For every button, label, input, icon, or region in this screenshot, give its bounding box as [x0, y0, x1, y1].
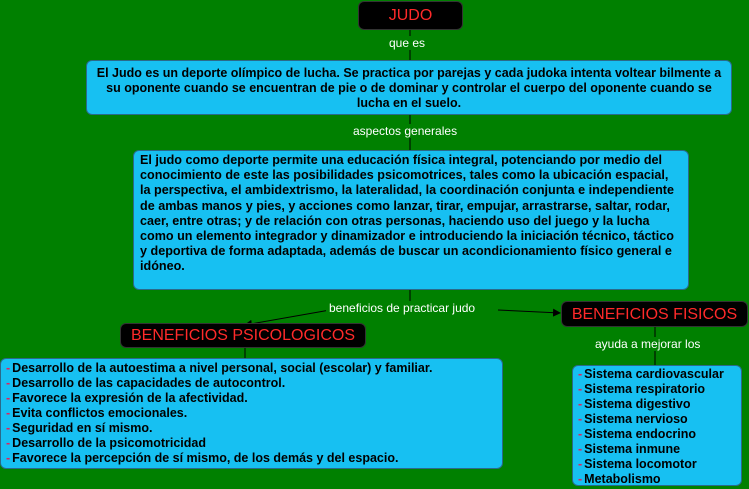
- psych-item-text: Desarrollo de las capacidades de autocontrol.: [12, 376, 286, 390]
- bullet-dash-icon: -: [578, 427, 583, 441]
- phys-item: [578, 367, 736, 382]
- psych-item-text: Desarrollo de la psicomotricidad: [12, 436, 206, 450]
- bullet-dash-icon: -: [6, 391, 11, 405]
- psych-item: [6, 406, 497, 421]
- phys-item: [578, 472, 736, 487]
- bullet-dash-icon: -: [578, 472, 583, 486]
- bullet-dash-icon: -: [6, 451, 11, 465]
- bullet-dash-icon: -: [6, 361, 11, 375]
- phys-item-text: Sistema digestivo: [584, 397, 691, 411]
- link-label-que-es: que es: [386, 36, 428, 50]
- link-label-beneficios: beneficios de practicar judo: [326, 301, 478, 315]
- definition-node[interactable]: [86, 60, 732, 115]
- psych-title-node[interactable]: [120, 323, 366, 348]
- psych-item-text: Favorece la expresión de la afectividad.: [12, 391, 248, 405]
- phys-item-text: Sistema endocrino: [584, 427, 697, 441]
- bullet-dash-icon: -: [6, 421, 11, 435]
- psych-list: [6, 361, 497, 466]
- psych-item: [6, 361, 497, 376]
- judo-title-text: JUDO: [388, 7, 433, 24]
- bullet-dash-icon: -: [578, 457, 583, 471]
- phys-item: [578, 457, 736, 472]
- phys-item-text: Sistema inmune: [584, 442, 681, 456]
- phys-list-node[interactable]: [572, 365, 742, 486]
- psych-item: [6, 391, 497, 406]
- bullet-dash-icon: -: [578, 382, 583, 396]
- phys-item-text: Metabolismo: [584, 472, 661, 486]
- bullet-dash-icon: -: [578, 412, 583, 426]
- psych-item: [6, 421, 497, 436]
- phys-item-text: Sistema cardiovascular: [584, 367, 724, 381]
- general-aspects-node[interactable]: [133, 150, 689, 290]
- link-label-aspectos: aspectos generales: [350, 124, 460, 138]
- bullet-dash-icon: -: [6, 406, 11, 420]
- phys-item-text: Sistema nervioso: [584, 412, 688, 426]
- phys-item: [578, 382, 736, 397]
- psych-item: [6, 376, 497, 391]
- phys-title-text: BENEFICIOS FISICOS: [571, 306, 738, 323]
- psych-item-text: Evita conflictos emocionales.: [12, 406, 188, 420]
- link-to-phys: [498, 310, 560, 313]
- psych-item-text: Favorece la percepción de sí mismo, de los demás y del espacio.: [12, 451, 399, 465]
- bullet-dash-icon: -: [578, 367, 583, 381]
- judo-title-node[interactable]: [358, 1, 463, 30]
- psych-item-text: Desarrollo de la autoestima a nivel personal, social (escolar) y familiar.: [12, 361, 433, 375]
- psych-item-text: Seguridad en sí mismo.: [12, 421, 153, 435]
- psych-item: [6, 451, 497, 466]
- phys-item: [578, 442, 736, 457]
- bullet-dash-icon: -: [578, 442, 583, 456]
- bullet-dash-icon: -: [6, 436, 11, 450]
- phys-item: [578, 397, 736, 412]
- bullet-dash-icon: -: [578, 397, 583, 411]
- psych-title-text: BENEFICIOS PSICOLOGICOS: [130, 327, 356, 344]
- phys-item: [578, 412, 736, 427]
- psych-item: [6, 436, 497, 451]
- link-label-ayuda: ayuda a mejorar los: [592, 337, 703, 351]
- phys-item-text: Sistema respiratorio: [584, 382, 706, 396]
- definition-text: El Judo es un deporte olímpico de lucha. Se practica por parejas y cada judoka intenta voltear bilmente a su oponente cuando se encuentran de pie o de dominar y controlar el cuerpo del oponente cuando se lucha en el suelo.: [96, 66, 722, 110]
- general-aspects-text: El judo como deporte permite una educación física integral, potenciando por medio del conocimiento de este las posibilidades psicomotrices, tales como la ubicación espacial, la perspectiva, el ambidextrismo, la lateralidad, la coordinación conjunta e independiente de ambas manos y pies, y acciones como lanzar, tirar, empujar, arrastrarse, saltar, rodar, caer, entre otras; y de relación con otras personas, haciendo uso del juego y la lucha como un elemento integrador y dinamizador e introduciendo la iniciación técnico, táctico y deportiva de forma adaptada, además de buscar un acondicionamiento físico general e idóneo.: [140, 153, 674, 274]
- phys-item-text: Sistema locomotor: [584, 457, 697, 471]
- phys-list: [578, 367, 736, 487]
- psych-list-node[interactable]: [0, 358, 503, 469]
- phys-item: [578, 427, 736, 442]
- phys-title-node[interactable]: [561, 301, 748, 327]
- bullet-dash-icon: -: [6, 376, 11, 390]
